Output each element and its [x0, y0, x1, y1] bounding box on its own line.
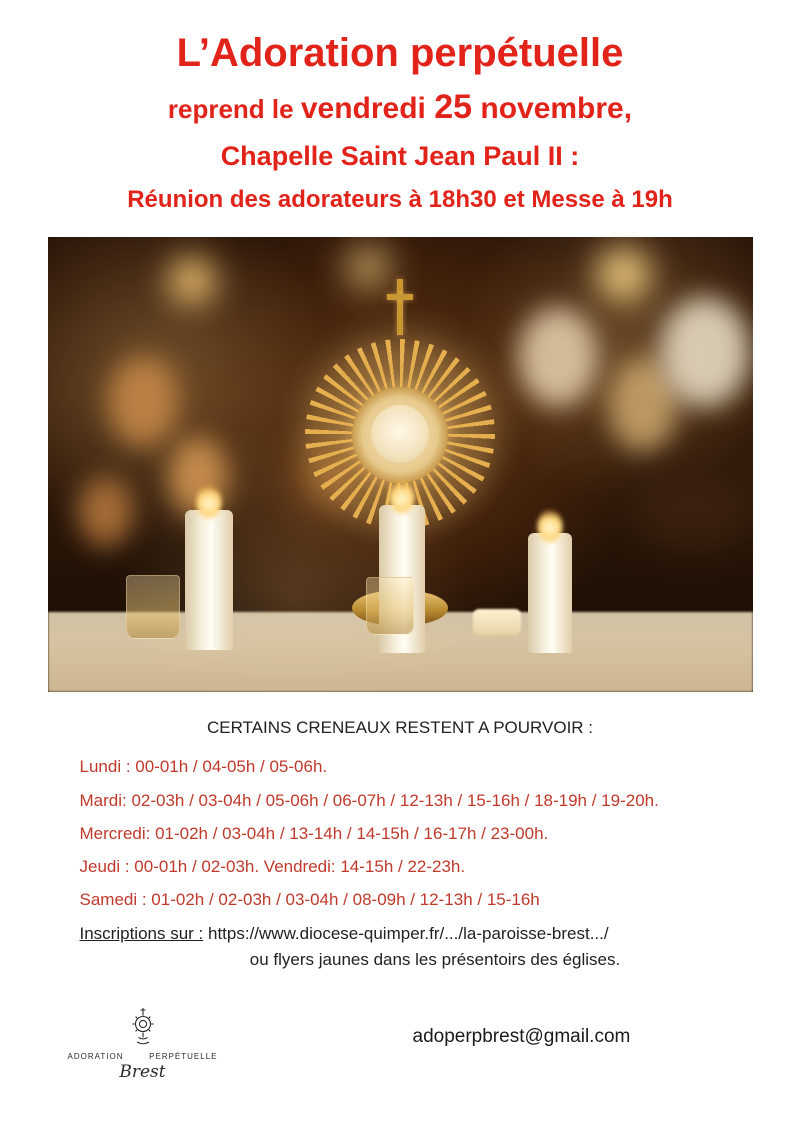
adoration-photo [48, 237, 753, 692]
heading-block [18, 22, 782, 215]
slots-notice: CERTAINS CRENEAUX RESTENT A POURVOIR : [206, 718, 594, 738]
background-candle-glow [596, 247, 651, 302]
cross-icon [385, 279, 415, 335]
background-candle-glow [168, 257, 216, 305]
list-item: Mercredi: 01-02h / 03-04h / 13-14h / 14-15h / 16-17h / 23-00h. [79, 823, 549, 843]
flame-icon [537, 509, 563, 543]
inscriptions-line [48, 924, 753, 944]
votive-glass-icon [366, 577, 414, 635]
logo-word-right: PERPÉTUELLE [149, 1052, 218, 1062]
footer [48, 998, 753, 1088]
inscriptions-url[interactable]: https://www.diocese-quimper.fr/.../la-paroisse-brest.../ [208, 924, 609, 944]
flame-icon [389, 480, 415, 514]
subtitle-month: novembre, [472, 92, 633, 126]
list-item: Samedi : 01-02h / 02-03h / 03-04h / 08-09h / 12-13h / 15-16h [79, 889, 540, 909]
flame-icon [196, 485, 222, 519]
list-item: Jeudi : 00-01h / 02-03h. Vendredi: 14-15h / 22-23h. [79, 856, 466, 876]
blurred-congregation-blob [660, 297, 750, 407]
poster-subtitle-date [18, 85, 782, 131]
blurred-congregation-blob [108, 357, 178, 447]
inscriptions-label: Inscriptions sur : [79, 924, 204, 944]
list-item: Lundi : 00-01h / 04-05h / 05-06h. [79, 757, 328, 777]
blurred-congregation-blob [518, 307, 598, 407]
poster-title: L’Adoration perpétuelle [176, 31, 624, 75]
adoration-logo [48, 1004, 238, 1082]
subtitle-date-number: 25 [434, 88, 473, 127]
monstrance-logo-icon [120, 1004, 166, 1050]
list-item: Mardi: 02-03h / 03-04h / 05-06h / 06-07h / 12-13h / 15-16h / 18-19h / 19-20h. [79, 790, 659, 810]
contact-email[interactable]: adoperpbrest@gmail.com [412, 1026, 631, 1048]
logo-words [68, 1052, 218, 1061]
blurred-congregation-blob [78, 477, 133, 547]
subtitle-day: vendredi [300, 92, 435, 126]
candle-icon [185, 510, 233, 650]
eucharistic-host [371, 405, 429, 463]
subtitle-lead: reprend le [167, 94, 301, 125]
tealight-icon [473, 609, 521, 635]
logo-city: Brest [119, 1062, 166, 1083]
flyers-line: ou flyers jaunes dans les présentoirs des églises. [249, 950, 621, 970]
votive-glass-icon [126, 575, 180, 639]
logo-word-left: ADORATION [67, 1052, 124, 1062]
slots-list [48, 750, 753, 916]
poster-location: Chapelle Saint Jean Paul II : [220, 141, 580, 172]
poster-schedule: Réunion des adorateurs à 18h30 et Messe à 19h [127, 186, 673, 214]
candle-icon [528, 533, 572, 653]
background-shadow-blob [633, 467, 753, 547]
